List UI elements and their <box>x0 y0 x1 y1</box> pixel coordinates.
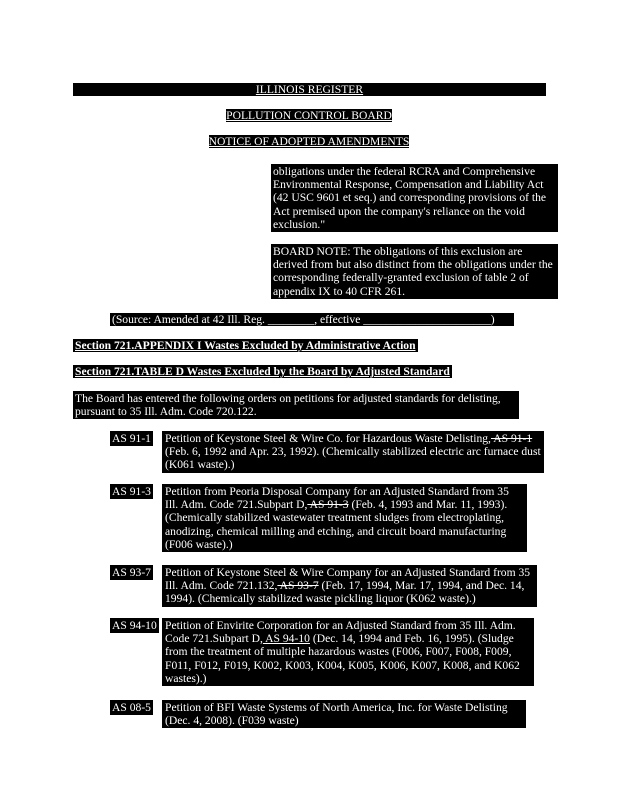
continued-paragraph: obligations under the federal RCRA and Comprehensive Environmental Response, Compensation and Liability Act (42 USC 9601 et seq.) and corresponding provisions of the Act premised upon the company's reliance on the void exclusion." <box>271 164 558 232</box>
entry-text <box>162 565 537 607</box>
entry-post: (Dec. 14, 1994 and Feb. 16, 1995). (Sludge from the treatment of multiple hazardous wastes (F006, F007, F008, F009, F011, F012, F019, K002, K003, K004, K005, K006, K007, K008, and K062 wastes).) <box>165 632 520 685</box>
notice-header <box>0 135 618 148</box>
notice-title: NOTICE OF ADOPTED AMENDMENTS <box>208 135 410 148</box>
entry-post: (Dec. 4, 2008). (F039 waste) <box>165 714 299 728</box>
source-note <box>110 313 514 326</box>
board-title: POLLUTION CONTROL BOARD <box>226 109 392 122</box>
entry-code: AS 08-5 <box>112 701 151 714</box>
table-d-heading: Section 721.TABLE D Wastes Excluded by the Board by Adjusted Standard <box>75 365 450 378</box>
entry-code: AS 91-1 <box>112 432 151 445</box>
appendix-i-heading: Section 721.APPENDIX I Wastes Excluded by Administrative Action <box>75 339 416 352</box>
entry-text <box>162 618 534 686</box>
entry-post: (Feb. 4, 1993 and Mar. 11, 1993). (Chemically stabilized wastewater treatment sludges from electroplating, anodizing, chemical milling and etching, and circuit board manufacturing (F006 waste).) <box>165 498 508 551</box>
board-note: BOARD NOTE: The obligations of this exclusion are derived from but also distinct from the obligations under the corresponding federally-granted exclusion of table 2 of appendix IX to 40 CFR 261. <box>271 244 558 299</box>
entry-code: AS 94-10 <box>112 619 157 632</box>
entry-code: AS 93-7 <box>112 566 151 579</box>
entry-pre: Petition from Peoria Disposal Company for an Adjusted Standard from 35 Ill. Adm. Code 721.Subpart D, <box>165 485 509 512</box>
intro-paragraph: The Board has entered the following orders on petitions for adjusted standards for delisting, pursuant to 35 Ill. Adm. Code 720.122. <box>73 391 519 419</box>
register-header <box>73 83 546 96</box>
section-table-d <box>73 365 452 378</box>
section-appendix-i <box>73 339 418 352</box>
entry-underline: AS 94-10 <box>262 632 310 646</box>
entry-strike: AS 91-3 <box>307 498 349 512</box>
entry-text <box>162 431 544 473</box>
source-text: (Source: Amended at 42 Ill. Reg. ________, effective ______________________) <box>112 313 495 326</box>
entry-post: (Feb. 6, 1992 and Apr. 23, 1992). (Chemically stabilized electric arc furnace dust (K061 waste).) <box>165 445 541 472</box>
entry-code: AS 91-3 <box>112 485 151 498</box>
entry-pre: Petition of Keystone Steel & Wire Company for an Adjusted Standard from 35 Ill. Adm. Code 721.132, <box>165 566 531 593</box>
entry-strike: AS 93-7 <box>277 579 319 593</box>
register-title: ILLINOIS REGISTER <box>255 83 364 96</box>
board-header <box>0 109 618 122</box>
entry-pre: Petition of Envirite Corporation for an Adjusted Standard from 35 Ill. Adm. Code 721.Subpart D, <box>165 619 516 646</box>
entry-strike: AS 91-1 <box>490 432 533 445</box>
entry-text <box>162 700 526 728</box>
entry-text <box>162 484 527 552</box>
entry-pre: Petition of BFI Waste Systems of North America, Inc. for Waste Delisting <box>165 701 508 714</box>
entry-post: (Feb. 17, 1994, Mar. 17, 1994, and Dec. 14, 1994). (Chemically stabilized waste pickling liquor (K062 waste).) <box>165 579 525 606</box>
entry-pre: Petition of Keystone Steel & Wire Co. for Hazardous Waste Delisting, <box>165 432 491 445</box>
